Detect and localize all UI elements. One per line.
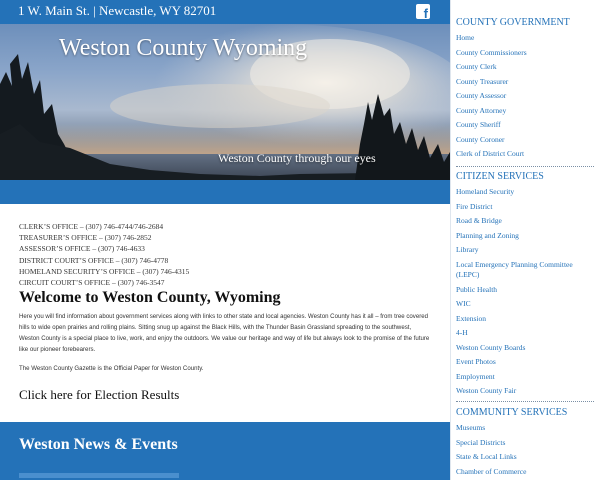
nav-county-attorney[interactable]: County Attorney: [456, 105, 507, 115]
office-line: CIRCUIT COURT’S OFFICE – (307) 746-3547: [19, 278, 165, 288]
hero-banner: [0, 24, 450, 180]
office-line: CLERK’S OFFICE – (307) 746-4744/746-2684: [19, 222, 164, 231]
nav-road-bridge[interactable]: Road & Bridge: [456, 216, 502, 225]
office-line: ASSESSOR’S OFFICE – (307) 746-4633: [19, 244, 145, 254]
section-divider: [456, 401, 594, 402]
nav-county-clerk[interactable]: County Clerk: [456, 62, 497, 71]
community-services-menu: [456, 423, 596, 477]
nav-county-assessor[interactable]: County Assessor: [456, 91, 507, 100]
office-line: TREASURER’S OFFICE – (307) 746-2852: [19, 233, 152, 243]
sidebar: [450, 0, 600, 480]
office-phone-list: [19, 221, 189, 288]
news-section: [0, 422, 450, 480]
county-government-menu: [456, 33, 596, 160]
nav-museums[interactable]: Museums: [456, 423, 486, 432]
nav-home[interactable]: Home: [456, 33, 475, 42]
news-teaser-line: [19, 473, 179, 478]
facebook-icon[interactable]: [416, 4, 430, 19]
election-results-link[interactable]: Click here for Election Results: [19, 387, 180, 402]
nav-lepc[interactable]: Local Emergency Planning Committee (LEPC): [456, 259, 573, 279]
nav-county-treasurer[interactable]: County Treasurer: [456, 76, 509, 86]
facebook-glyph: f: [423, 6, 428, 21]
nav-special-districts[interactable]: Special Districts: [456, 437, 506, 447]
nav-wic[interactable]: WIC: [456, 299, 471, 308]
citizen-services-heading: CITIZEN SERVICES: [456, 171, 544, 182]
welcome-paragraph: Here you will find information about government services along with links to other state and local agencies. Weston County has it all – from tree covered hills to wide open prairies and rolling plains. Sitting snug up against the Black Hills, with the Thunder Basin Grassland spreading to the southwest, Weston County is a special place to live, work, and enjoy the outdoors. We value our heritage and way of life but always look to the promise of the future like our pioneer forebearers.: [19, 313, 430, 353]
citizen-services-menu: [456, 187, 596, 397]
nav-weston-county-boards[interactable]: Weston County Boards: [456, 342, 526, 352]
tagline: Weston County through our eyes: [218, 151, 376, 165]
nav-employment[interactable]: Employment: [456, 371, 495, 381]
office-line: HOMELAND SECURITY’S OFFICE – (307) 746-4315: [19, 266, 190, 276]
nav-homeland-security[interactable]: Homeland Security: [456, 187, 515, 196]
community-services-heading: COMMUNITY SERVICES: [456, 407, 568, 418]
nav-event-photos[interactable]: Event Photos: [456, 357, 496, 366]
nav-extension[interactable]: Extension: [456, 313, 486, 323]
nav-public-health[interactable]: Public Health: [456, 284, 498, 294]
nav-library[interactable]: Library: [456, 245, 479, 254]
nav-county-coroner[interactable]: County Coroner: [456, 134, 505, 144]
nav-clerk-of-district-court[interactable]: Clerk of District Court: [456, 149, 525, 158]
nav-state-local-links[interactable]: State & Local Links: [456, 452, 517, 461]
nav-county-commissioners[interactable]: County Commissioners: [456, 47, 527, 57]
site-title: Weston County Wyoming: [59, 35, 308, 61]
gazette-note: The Weston County Gazette is the Official Paper for Weston County.: [19, 365, 204, 372]
welcome-heading: Welcome to Weston County, Wyoming: [19, 289, 281, 306]
top-bar: [0, 0, 450, 24]
nav-chamber-of-commerce[interactable]: Chamber of Commerce: [456, 466, 527, 476]
nav-planning-zoning[interactable]: Planning and Zoning: [456, 230, 519, 240]
nav-weston-county-fair[interactable]: Weston County Fair: [456, 386, 517, 395]
nav-county-sheriff[interactable]: County Sheriff: [456, 120, 501, 129]
section-divider: [456, 166, 594, 167]
nav-fire-district[interactable]: Fire District: [456, 201, 493, 211]
address-text: 1 W. Main St. | Newcastle, WY 82701: [18, 3, 217, 18]
blue-band: [0, 180, 450, 204]
news-heading: Weston News & Events: [19, 436, 178, 453]
office-line: DISTRICT COURT’S OFFICE – (307) 746-4778: [19, 255, 169, 265]
county-government-heading: COUNTY GOVERNMENT: [456, 17, 570, 28]
nav-4h[interactable]: 4-H: [456, 328, 468, 337]
